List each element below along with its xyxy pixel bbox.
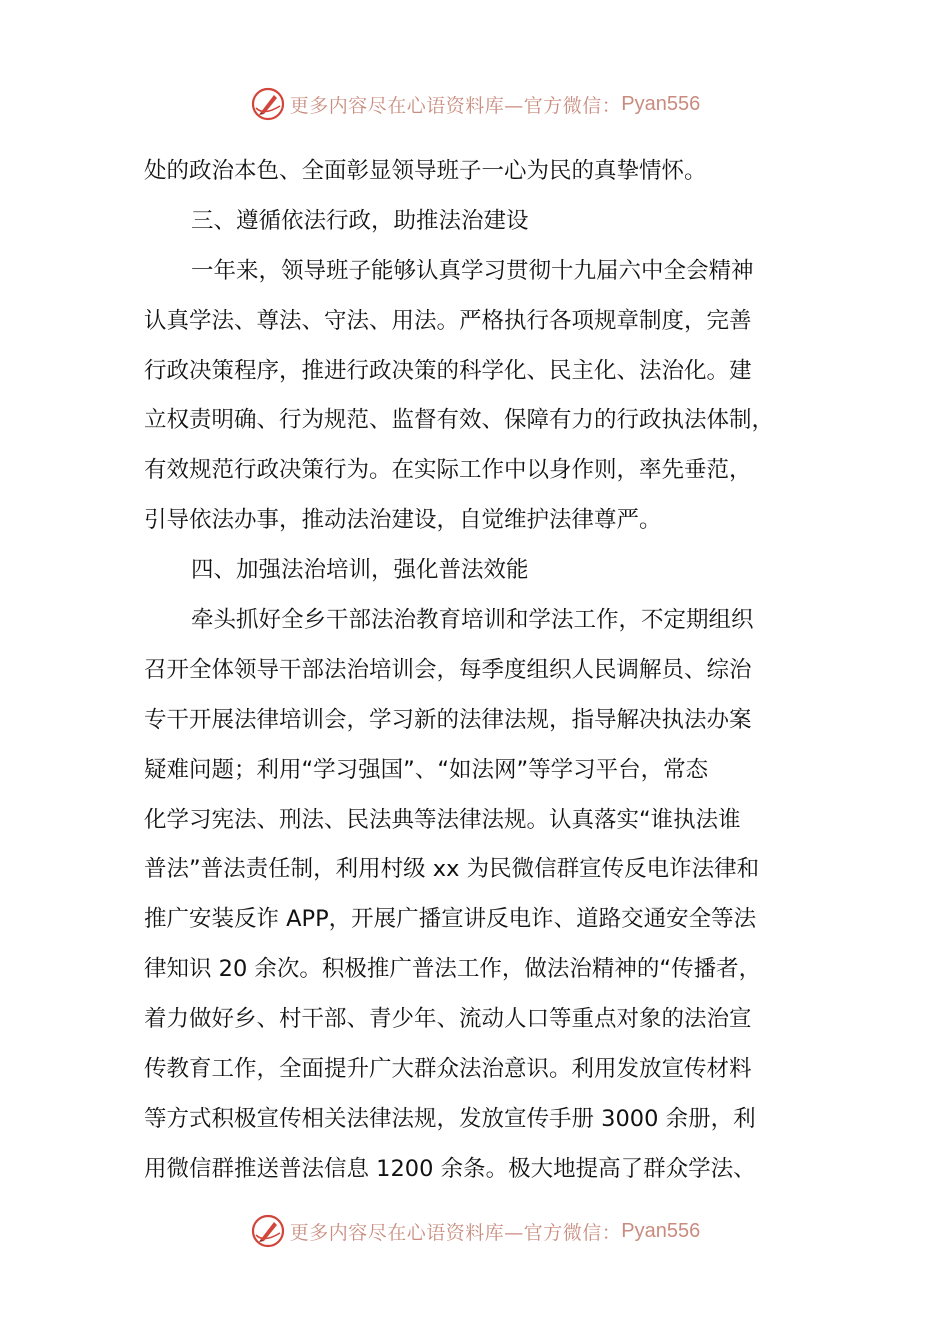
header-banner [0, 82, 950, 126]
paragraph-start: 牵头抓好全乡干部法治教育培训和学法工作，不定期组织 [191, 607, 754, 634]
section-heading: 三、遵循依法行政，助推法治建设 [191, 207, 529, 234]
document-body [144, 147, 824, 1195]
pen-logo-icon [250, 1213, 286, 1249]
wechat-id: Pyan556 [621, 92, 701, 115]
text-line: 有效规范行政决策行为。在实际工作中以身作则，率先垂范， [144, 457, 752, 484]
text-line: 用微信群推送普法信息 1200 余条。极大地提高了群众学法、 [144, 1155, 756, 1182]
text-line: 疑难问题；利用“学习强国”、“如法网”等学习平台，常态 [144, 756, 709, 783]
pen-logo-icon [250, 86, 286, 122]
text-line: 处的政治本色、全面彰显领导班子一心为民的真挚情怀。 [144, 158, 707, 184]
text-line: 专干开展法律培训会，学习新的法律法规，指导解决执法办案 [144, 706, 752, 733]
wechat-id: Pyan556 [621, 1219, 701, 1242]
paragraph-start: 一年来，领导班子能够认真学习贯彻十九届六中全会精神 [191, 257, 754, 284]
text-line: 着力做好乡、村干部、青少年、流动人口等重点对象的法治宣 [144, 1006, 752, 1033]
section-heading: 四、加强法治培训，强化普法效能 [191, 557, 529, 584]
banner-text: 更多内容尽在心语资料库—官方微信： [289, 94, 622, 117]
text-line: 等方式积极宣传相关法律法规，发放宣传手册 3000 余册，利 [144, 1105, 756, 1132]
footer-banner [0, 1209, 950, 1253]
text-line: 引导依法办事，推动法治建设，自觉维护法律尊严。 [144, 507, 662, 534]
text-line: 召开全体领导干部法治培训会，每季度组织人民调解员、综治 [144, 656, 752, 683]
text-line: 立权责明确、行为规范、监督有效、保障有力的行政执法体制， [144, 407, 775, 434]
text-line: 律知识 20 余次。积极推广普法工作，做法治精神的“传播者， [144, 956, 762, 983]
text-line: 普法”普法责任制，利用村级 xx 为民微信群宣传反电诈法律和 [144, 856, 760, 883]
text-line: 传教育工作，全面提升广大群众法治意识。利用发放宣传材料 [144, 1056, 752, 1083]
banner-text: 更多内容尽在心语资料库—官方微信： [289, 1221, 622, 1244]
text-line: 认真学法、尊法、守法、用法。严格执行各项规章制度，完善 [144, 307, 752, 334]
text-line: 行政决策程序，推进行政决策的科学化、民主化、法治化。建 [144, 357, 752, 384]
text-line: 推广安装反诈 APP，开展广播宣讲反电诈、道路交通安全等法 [144, 906, 757, 933]
text-line: 化学习宪法、刑法、民法典等法律法规。认真落实“谁执法谁 [144, 806, 741, 833]
